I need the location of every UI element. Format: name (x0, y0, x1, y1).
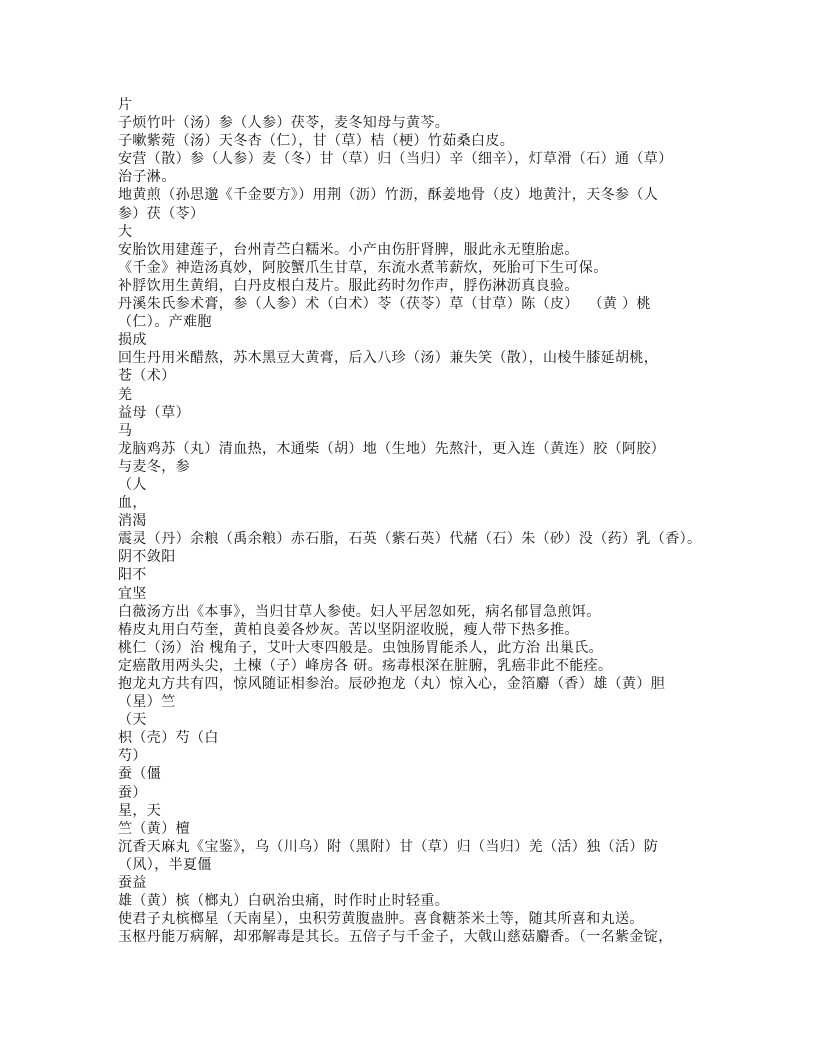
text-line: 片 (118, 97, 133, 113)
text-line: 大 (118, 223, 133, 240)
text-line: 白薇汤方出《本事》，当归甘草人参使。妇人平居忽如死，病名郁冒急煎饵。 (118, 603, 601, 620)
text-line: 补脬饮用生黄绢，白丹皮根白芨片。服此药时勿作声，脬伤淋沥真良验。 (118, 277, 579, 294)
text-line: （风），半夏僵 (118, 856, 212, 873)
text-line: 《千金》神造汤真妙，阿胶蟹爪生甘草，东流水煮苇薪炊，死胎可下生可保。 (118, 259, 608, 276)
text-line: 龙脑鸡苏（丸）清血热，木通柴（胡）地（生地）先熬汁，更入连（黄连）胶（阿胶） (118, 440, 666, 457)
text-line: 益母（草） (118, 404, 190, 421)
text-line: 沉香天麻丸《宝鉴》，乌（川乌）附（黑附）甘（草）归（当归）羌（活）独（活）防 (118, 838, 659, 855)
text-line: 星，天 (118, 802, 162, 819)
text-line: 羌 (118, 386, 133, 403)
text-line: 阴不敛阳 (118, 549, 176, 566)
text-line: 损成 (118, 332, 147, 349)
text-line: 芍） (118, 748, 147, 765)
text-line: （人 (118, 476, 147, 493)
text-line: 蚕） (118, 784, 147, 801)
text-line: 子烦竹叶（汤）参（人参）茯苓，麦冬知母与黄芩。 (118, 115, 450, 132)
text-line: 蚕（僵 (118, 766, 162, 783)
text-line: 枳（壳）芍（白 (118, 730, 219, 747)
text-line: 苍（术） (118, 368, 176, 385)
text-line: 定癌散用两头尖，土楝（子）峰房各 研。疡毒根深在脏腑，乳癌非此不能痊。 (118, 657, 613, 674)
text-line: （星）竺 (118, 694, 176, 711)
text-line: 阳不 (118, 567, 147, 584)
text-line: 玉枢丹能万病解，却邪解毒是其长。五倍子与千金子，大戟山慈菇麝香。（一名紫金锭， (118, 929, 673, 946)
text-line: 地黄煎（孙思邈《千金要方》）用荆（沥）竹沥，酥姜地骨（皮）地黄汁，天冬参（人 (118, 187, 659, 204)
text-line: 与麦冬，参 (118, 458, 190, 475)
text-line: 蚕益 (118, 875, 147, 892)
text-line: 马 (118, 422, 133, 439)
text-line: 使君子丸槟榔星（天南星），虫积劳黄腹蛊肿。喜食糖茶米土等，随其所喜和丸送。 (118, 911, 644, 928)
text-line: 安胎饮用建莲子，台州青苎白糯米。小产由伤肝肾脾，服此永无堕胎虑。 (118, 241, 579, 258)
text-line: 子嗽紫菀（汤）天冬杏（仁），甘（草）桔（梗）竹茹桑白皮。 (118, 133, 515, 150)
text-line: 竺（黄）檀 (118, 820, 190, 837)
text-line: 治子淋。 (118, 169, 176, 186)
text-line: 宜坚 (118, 585, 147, 602)
text-line: 桃仁（汤）治 槐角子，艾叶大枣四般是。虫蚀肠胃能杀人，此方治 出巢氏。 (118, 639, 603, 656)
text-line: 回生丹用米醋熬，苏木黑豆大黄膏，后入八珍（汤）兼失笑（散），山棱牛膝延胡桃， (118, 350, 659, 367)
text-line: 雄（黄）槟（榔丸）白矾治虫痛，时作时止时轻重。 (118, 893, 450, 910)
document-page (118, 96, 718, 946)
text-line: （仁）。产难胞 (118, 314, 212, 331)
text-line: （天 (118, 712, 147, 729)
text-line: 血， (118, 495, 147, 512)
text-line: 抱龙丸方共有四，惊风随证相参治。辰砂抱龙（丸）惊入心，金箔麝（香）雄（黄）胆 (118, 676, 666, 692)
text-line: 椿皮丸用白芍奎，黄柏良姜各炒灰。苦以坚阴涩收脱，瘦人带下热多推。 (118, 621, 579, 638)
text-line: 参）茯（苓） (118, 205, 205, 222)
text-line: 震灵（丹）余粮（禹余粮）赤石脂，石英（紫石英）代赭（石）朱（砂）没（药）乳（香）。 (118, 531, 702, 548)
text-line: 安营（散）参（人参）麦（冬）甘（草）归（当归）辛（细辛），灯草滑（石）通（草） (118, 151, 673, 168)
text-line: 丹溪朱氏参术膏，参（人参）术（白术）苓（茯苓）草（甘草）陈（皮） （黄 ）桃 (118, 296, 651, 313)
text-line: 消渴 (118, 513, 147, 530)
